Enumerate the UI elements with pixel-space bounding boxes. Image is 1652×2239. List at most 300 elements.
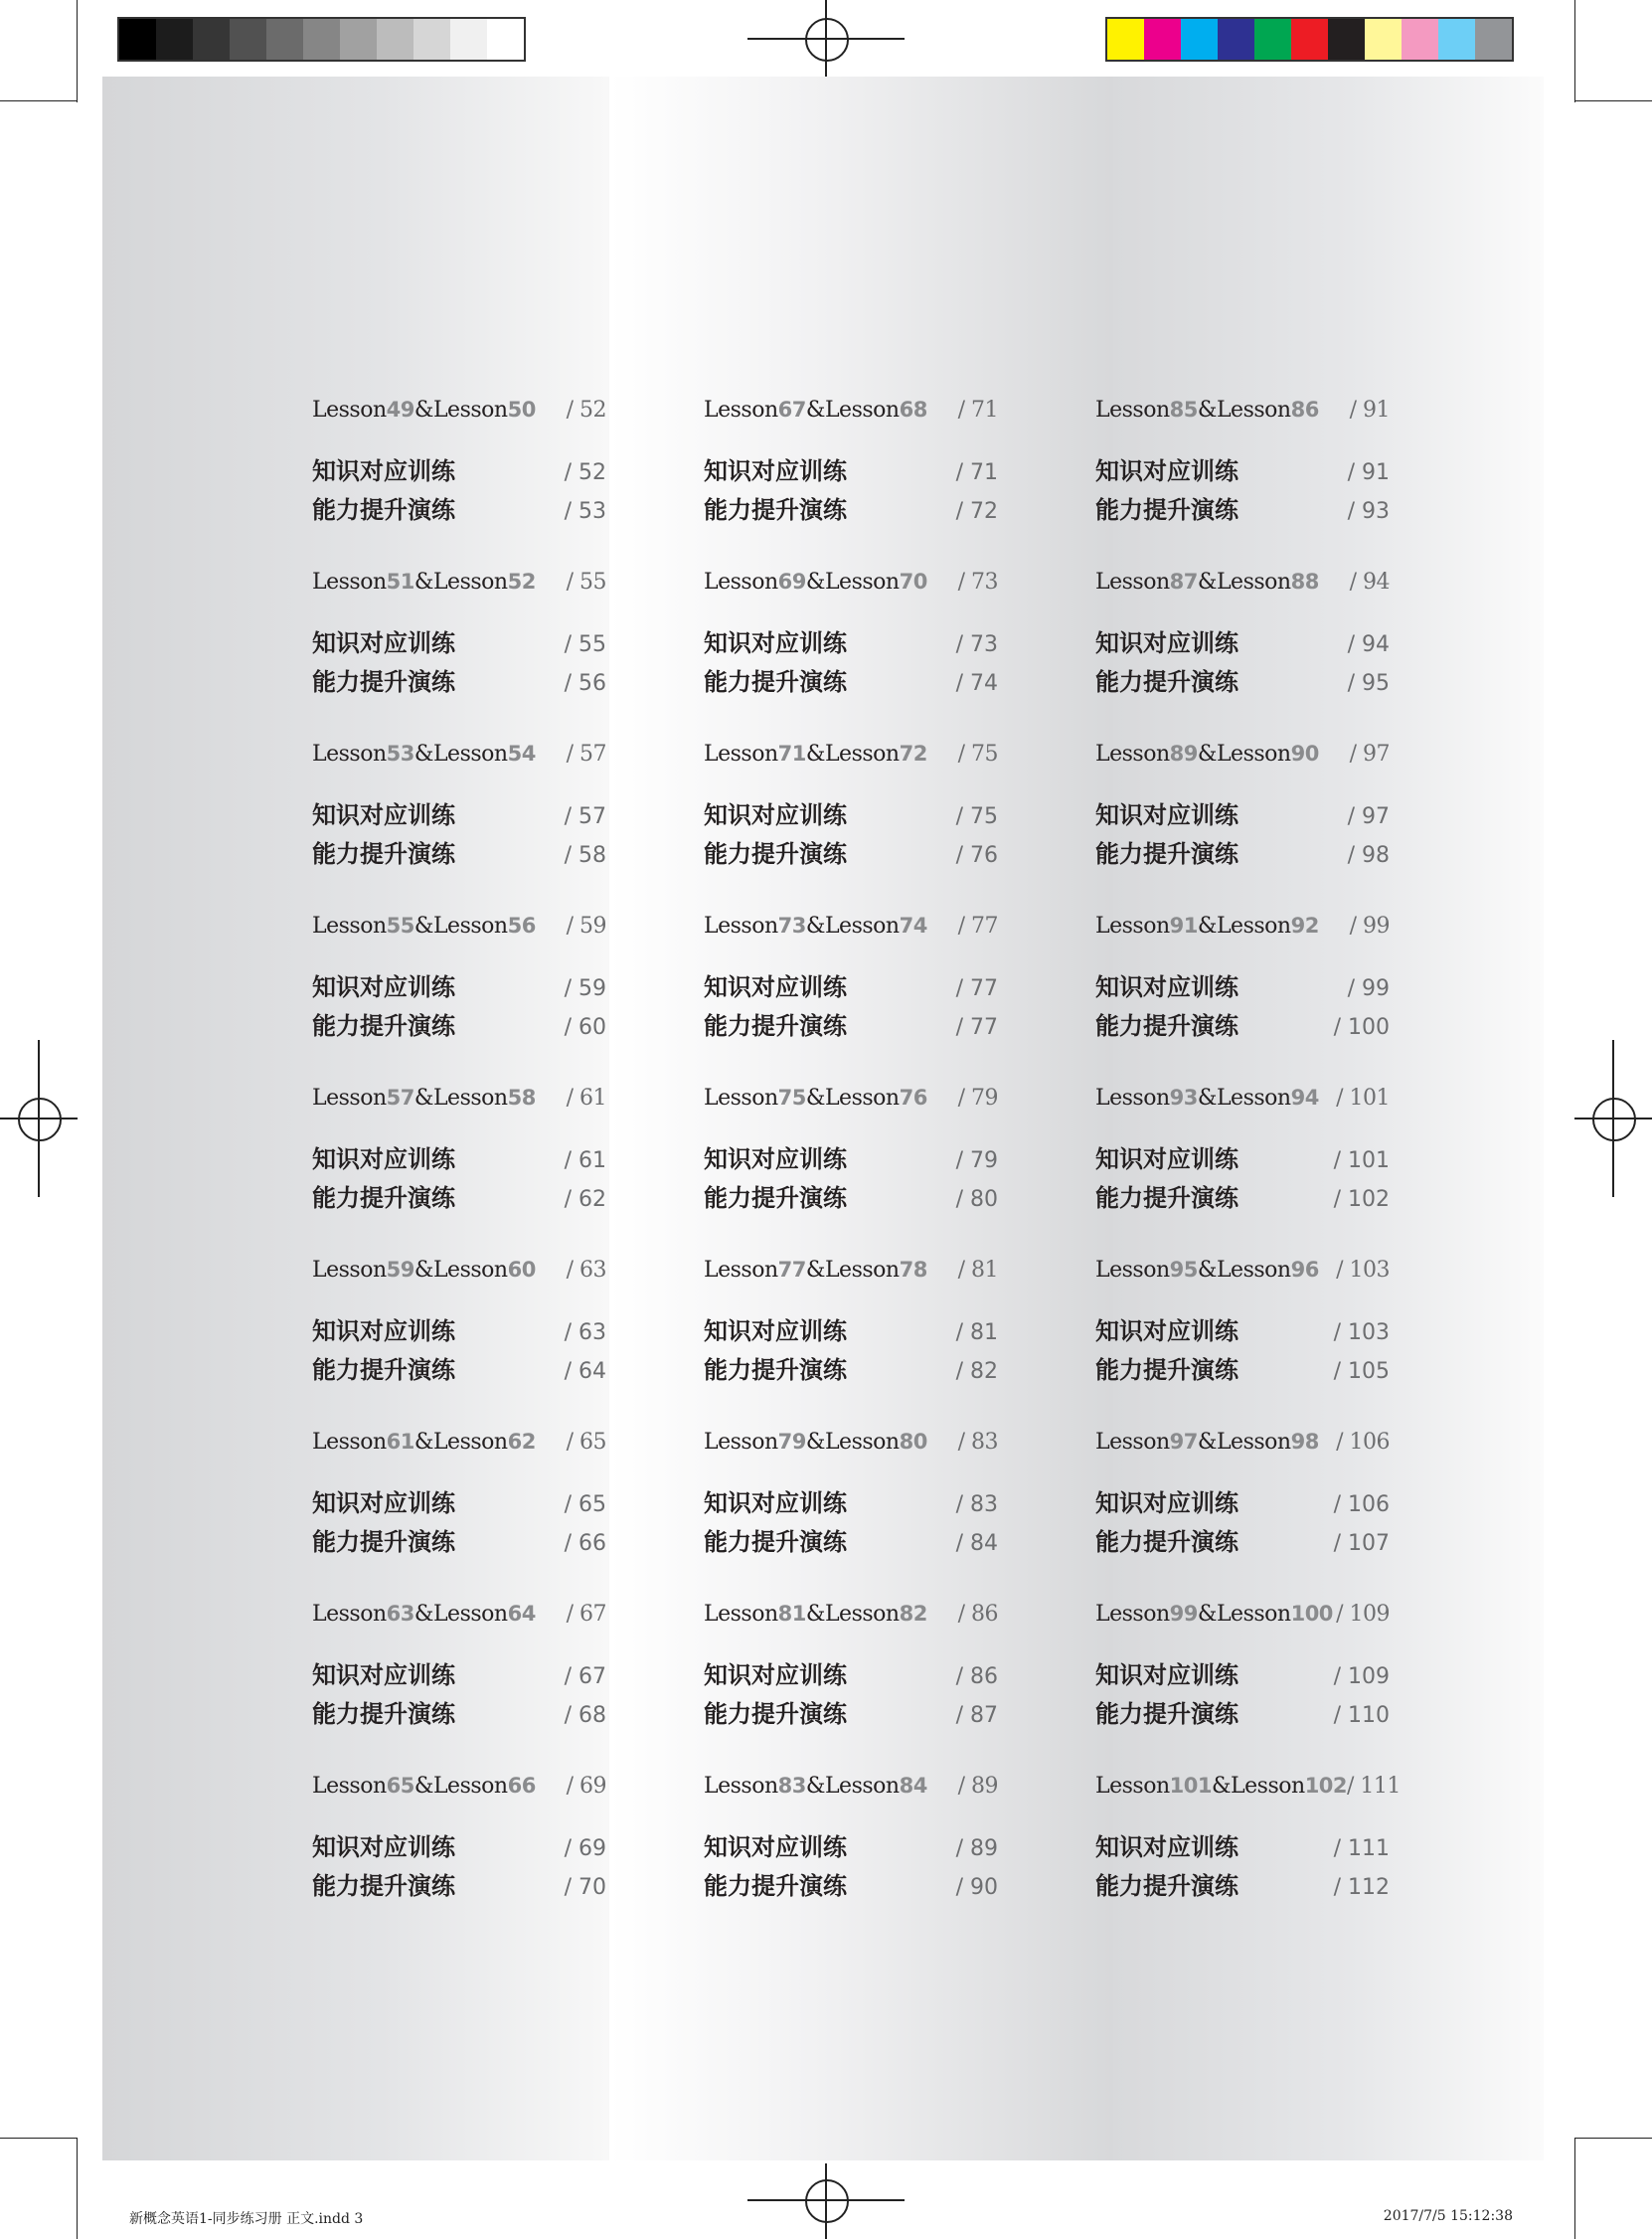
lesson-number: 55 — [386, 914, 414, 938]
section-label: 知识对应训练 — [704, 1317, 847, 1345]
lesson-number: 100 — [1290, 1602, 1333, 1626]
lesson-title — [704, 742, 927, 767]
lesson-number: 96 — [1290, 1258, 1319, 1282]
toc-entry-knowledge[interactable] — [1095, 1483, 1390, 1518]
swatch — [340, 19, 377, 60]
toc-entry-lesson[interactable] — [704, 1086, 998, 1111]
page-number: / 101 — [1333, 1148, 1390, 1173]
swatch — [230, 19, 266, 60]
toc-entry-lesson[interactable] — [312, 1602, 606, 1627]
toc-entry-lesson[interactable] — [704, 570, 998, 595]
toc-entry-ability[interactable] — [312, 1694, 606, 1729]
section-label: 知识对应训练 — [704, 801, 847, 829]
section-label: 能力提升演练 — [312, 1184, 455, 1212]
toc-entry-ability[interactable] — [704, 1866, 998, 1901]
toc-entry-ability[interactable] — [704, 1006, 998, 1041]
toc-entry-lesson[interactable] — [312, 914, 606, 939]
lesson-prefix: Lesson — [1095, 742, 1170, 767]
lesson-joiner: &Lesson — [1197, 914, 1291, 939]
toc-lesson-group — [704, 1258, 1002, 1430]
toc-entry-knowledge[interactable] — [312, 1483, 606, 1518]
lesson-title — [1095, 1602, 1333, 1627]
toc-entry-lesson[interactable] — [1095, 398, 1390, 423]
section-label: 知识对应训练 — [704, 1489, 847, 1517]
toc-entry-ability[interactable] — [1095, 1006, 1390, 1041]
toc-entry-ability[interactable] — [1095, 1350, 1390, 1385]
lesson-joiner: &Lesson — [805, 1086, 900, 1111]
lesson-number: 58 — [507, 1086, 536, 1110]
registration-target — [18, 1098, 62, 1141]
page-number: / 91 — [1347, 460, 1390, 485]
toc-entry-ability[interactable] — [312, 662, 606, 697]
lesson-number: 99 — [1169, 1602, 1198, 1626]
lesson-prefix: Lesson — [704, 570, 778, 595]
toc-entry-lesson[interactable] — [312, 1258, 606, 1283]
section-label: 知识对应训练 — [312, 1833, 455, 1861]
lesson-number: 86 — [1290, 398, 1319, 422]
section-label: 知识对应训练 — [704, 629, 847, 657]
toc-entry-ability[interactable] — [312, 1350, 606, 1385]
color-calibration-bar — [1105, 17, 1514, 62]
toc-entry-knowledge[interactable] — [312, 1655, 606, 1690]
page-number: / 99 — [1347, 976, 1390, 1001]
swatch — [1438, 19, 1475, 60]
section-label: 能力提升演练 — [704, 496, 847, 524]
lesson-title — [312, 914, 536, 939]
crop-mark — [1574, 2138, 1575, 2239]
lesson-number: 51 — [386, 570, 414, 594]
swatch — [1328, 19, 1365, 60]
swatch — [377, 19, 413, 60]
lesson-number: 61 — [386, 1430, 414, 1454]
lesson-number: 102 — [1304, 1774, 1348, 1798]
toc-entry-ability[interactable] — [1095, 662, 1390, 697]
lesson-number: 83 — [777, 1774, 806, 1798]
lesson-title — [1095, 398, 1319, 423]
lesson-number: 89 — [1169, 742, 1198, 766]
section-label: 知识对应训练 — [1095, 973, 1239, 1001]
lesson-joiner: &Lesson — [805, 1774, 900, 1799]
toc-entry-lesson[interactable] — [1095, 1258, 1390, 1283]
section-label: 能力提升演练 — [312, 1012, 455, 1040]
lesson-number: 82 — [899, 1602, 927, 1626]
section-label: 能力提升演练 — [1095, 1700, 1239, 1728]
lesson-title — [1095, 1774, 1347, 1799]
lesson-number: 59 — [386, 1258, 414, 1282]
toc-entry-lesson[interactable] — [312, 1430, 606, 1455]
section-label: 能力提升演练 — [704, 1356, 847, 1384]
page-number: / 59 — [566, 914, 606, 939]
page-number: / 62 — [564, 1187, 606, 1212]
toc-entry-knowledge[interactable] — [704, 967, 998, 1002]
lesson-joiner: &Lesson — [1211, 1774, 1305, 1799]
page-number: / 76 — [955, 843, 998, 868]
lesson-number: 97 — [1169, 1430, 1198, 1454]
lesson-title — [1095, 742, 1319, 767]
toc-entry-lesson[interactable] — [312, 570, 606, 595]
page-number: / 83 — [957, 1430, 998, 1455]
page-number: / 112 — [1333, 1875, 1390, 1900]
lesson-prefix: Lesson — [1095, 1086, 1170, 1111]
page-number: / 98 — [1347, 843, 1390, 868]
toc-entry-ability[interactable] — [704, 1178, 998, 1213]
lesson-prefix: Lesson — [312, 1430, 387, 1455]
toc-entry-ability[interactable] — [1095, 1522, 1390, 1557]
toc-lesson-group — [1095, 1602, 1394, 1774]
lesson-number: 76 — [899, 1086, 927, 1110]
section-label: 能力提升演练 — [1095, 1012, 1239, 1040]
lesson-joiner: &Lesson — [805, 1258, 900, 1283]
toc-lesson-group — [704, 398, 1002, 570]
page-number: / 72 — [955, 499, 998, 524]
lesson-number: 95 — [1169, 1258, 1198, 1282]
swatch — [1365, 19, 1402, 60]
section-label: 知识对应训练 — [1095, 1489, 1239, 1517]
section-label: 能力提升演练 — [312, 1356, 455, 1384]
toc-lesson-group — [704, 742, 1002, 914]
swatch — [1254, 19, 1291, 60]
section-label: 能力提升演练 — [312, 1700, 455, 1728]
lesson-joiner: &Lesson — [413, 1258, 508, 1283]
toc-entry-ability[interactable] — [312, 1866, 606, 1901]
lesson-joiner: &Lesson — [805, 570, 900, 595]
lesson-number: 63 — [386, 1602, 414, 1626]
page-number: / 79 — [955, 1148, 998, 1173]
toc-lesson-group — [704, 1602, 1002, 1774]
toc-entry-ability[interactable] — [1095, 490, 1390, 525]
lesson-number: 71 — [777, 742, 806, 766]
page-number: / 63 — [566, 1258, 606, 1283]
page-number: / 90 — [955, 1875, 998, 1900]
page-number: / 59 — [564, 976, 606, 1001]
toc-entry-lesson[interactable] — [1095, 1086, 1390, 1111]
lesson-prefix: Lesson — [704, 742, 778, 767]
toc-column — [704, 398, 1002, 1946]
toc-entry-ability[interactable] — [704, 662, 998, 697]
print-slug-filename: 新概念英语1-同步练习册 正文.indd 3 — [129, 2211, 364, 2227]
toc-entry-ability[interactable] — [1095, 1694, 1390, 1729]
toc-entry-knowledge[interactable] — [312, 1311, 606, 1346]
page-number: / 94 — [1349, 570, 1390, 595]
page-number: / 77 — [957, 914, 998, 939]
page-number: / 105 — [1333, 1359, 1390, 1384]
lesson-title — [704, 570, 927, 595]
page-number: / 74 — [955, 671, 998, 696]
toc-entry-ability[interactable] — [704, 834, 998, 869]
toc-entry-knowledge[interactable] — [704, 795, 998, 830]
section-label: 能力提升演练 — [704, 840, 847, 868]
lesson-number: 90 — [1290, 742, 1319, 766]
toc-entry-lesson[interactable] — [1095, 1430, 1390, 1455]
lesson-prefix: Lesson — [704, 1774, 778, 1799]
section-label: 能力提升演练 — [312, 840, 455, 868]
lesson-prefix: Lesson — [312, 914, 387, 939]
toc-lesson-group — [1095, 914, 1394, 1086]
crop-mark — [0, 2138, 78, 2139]
toc-entry-lesson[interactable] — [312, 398, 606, 423]
toc-lesson-group — [312, 1086, 610, 1258]
section-label: 能力提升演练 — [704, 1012, 847, 1040]
section-label: 能力提升演练 — [704, 1528, 847, 1556]
lesson-prefix: Lesson — [1095, 1602, 1170, 1627]
lesson-joiner: &Lesson — [413, 570, 508, 595]
toc-entry-lesson[interactable] — [312, 742, 606, 767]
page-number: / 80 — [955, 1187, 998, 1212]
swatch — [1218, 19, 1254, 60]
toc-entry-lesson[interactable] — [312, 1774, 606, 1799]
toc-entry-ability[interactable] — [312, 490, 606, 525]
toc-lesson-group — [312, 1258, 610, 1430]
page-number: / 55 — [566, 570, 606, 595]
toc-lesson-group — [1095, 1430, 1394, 1602]
page-number: / 71 — [957, 398, 998, 423]
swatch — [1107, 19, 1144, 60]
crop-mark — [1574, 2138, 1652, 2139]
toc-entry-knowledge[interactable] — [704, 451, 998, 486]
lesson-prefix: Lesson — [312, 1258, 387, 1283]
page-number: / 64 — [564, 1359, 606, 1384]
toc-lesson-group — [312, 570, 610, 742]
page-number: / 86 — [955, 1664, 998, 1689]
page-number: / 84 — [955, 1531, 998, 1556]
section-label: 知识对应训练 — [1095, 1661, 1239, 1689]
page-number: / 56 — [564, 671, 606, 696]
toc-entry-lesson[interactable] — [704, 398, 998, 423]
toc-lesson-group — [312, 1774, 610, 1946]
lesson-number: 49 — [386, 398, 414, 422]
page-number: / 77 — [955, 976, 998, 1001]
page-number: / 68 — [564, 1703, 606, 1728]
lesson-prefix: Lesson — [1095, 1258, 1170, 1283]
page-number: / 71 — [955, 460, 998, 485]
page-number: / 73 — [955, 632, 998, 657]
section-label: 知识对应训练 — [312, 801, 455, 829]
toc-entry-knowledge[interactable] — [1095, 795, 1390, 830]
toc-entry-ability[interactable] — [1095, 1866, 1390, 1901]
toc-entry-lesson[interactable] — [1095, 570, 1390, 595]
lesson-title — [704, 1602, 927, 1627]
page-number: / 93 — [1347, 499, 1390, 524]
lesson-number: 69 — [777, 570, 806, 594]
toc-entry-ability[interactable] — [1095, 1178, 1390, 1213]
toc-column — [1095, 398, 1401, 1946]
page-number: / 77 — [955, 1015, 998, 1040]
toc-entry-knowledge[interactable] — [312, 1139, 606, 1174]
section-label: 能力提升演练 — [312, 496, 455, 524]
toc-lesson-group — [1095, 1258, 1394, 1430]
lesson-joiner: &Lesson — [413, 1774, 508, 1799]
lesson-title — [312, 1774, 536, 1799]
toc-lesson-group — [1095, 742, 1394, 914]
section-label: 能力提升演练 — [1095, 1872, 1239, 1900]
toc-entry-lesson[interactable] — [1095, 914, 1390, 939]
toc-lesson-group — [312, 398, 610, 570]
toc-entry-lesson[interactable] — [704, 1430, 998, 1455]
lesson-number: 57 — [386, 1086, 414, 1110]
lesson-joiner: &Lesson — [1197, 1602, 1291, 1627]
lesson-number: 101 — [1169, 1774, 1212, 1798]
section-label: 知识对应训练 — [1095, 1833, 1239, 1861]
page-number: / 67 — [564, 1664, 606, 1689]
toc-entry-knowledge[interactable] — [312, 1827, 606, 1862]
swatch — [450, 19, 487, 60]
lesson-number: 87 — [1169, 570, 1198, 594]
lesson-number: 85 — [1169, 398, 1198, 422]
lesson-joiner: &Lesson — [805, 1430, 900, 1455]
page-number: / 87 — [955, 1703, 998, 1728]
toc-entry-ability[interactable] — [704, 1350, 998, 1385]
page-number: / 91 — [1349, 398, 1390, 423]
toc-entry-knowledge[interactable] — [704, 1139, 998, 1174]
lesson-prefix: Lesson — [1095, 570, 1170, 595]
lesson-title — [312, 1086, 536, 1111]
toc-lesson-group — [1095, 1774, 1401, 1946]
page-number: / 95 — [1347, 671, 1390, 696]
toc-entry-ability[interactable] — [1095, 834, 1390, 869]
toc-entry-lesson[interactable] — [1095, 742, 1390, 767]
toc-entry-knowledge[interactable] — [704, 1483, 998, 1518]
crop-mark — [1574, 0, 1575, 102]
page-number: / 106 — [1336, 1430, 1390, 1455]
lesson-title — [312, 1258, 536, 1283]
section-label: 能力提升演练 — [704, 1184, 847, 1212]
toc-entry-knowledge[interactable] — [1095, 1655, 1390, 1690]
page-number: / 111 — [1333, 1836, 1390, 1861]
swatch — [156, 19, 193, 60]
toc-entry-knowledge[interactable] — [312, 795, 606, 830]
lesson-prefix: Lesson — [704, 1602, 778, 1627]
toc-entry-knowledge[interactable] — [312, 623, 606, 658]
toc-entry-ability[interactable] — [312, 1178, 606, 1213]
lesson-number: 78 — [899, 1258, 927, 1282]
toc-lesson-group — [704, 1086, 1002, 1258]
toc-entry-knowledge[interactable] — [1095, 967, 1390, 1002]
page-number: / 69 — [566, 1774, 606, 1799]
section-label: 知识对应训练 — [312, 457, 455, 485]
page-number: / 75 — [957, 742, 998, 767]
section-label: 知识对应训练 — [1095, 801, 1239, 829]
lesson-joiner: &Lesson — [1197, 1258, 1291, 1283]
lesson-prefix: Lesson — [704, 398, 778, 423]
lesson-joiner: &Lesson — [805, 398, 900, 423]
crop-mark — [77, 2138, 78, 2239]
toc-entry-knowledge[interactable] — [704, 623, 998, 658]
lesson-joiner: &Lesson — [1197, 1086, 1291, 1111]
toc-entry-knowledge[interactable] — [1095, 1827, 1390, 1862]
toc-entry-knowledge[interactable] — [1095, 623, 1390, 658]
lesson-number: 52 — [507, 570, 536, 594]
lesson-prefix: Lesson — [1095, 1774, 1170, 1799]
toc-entry-knowledge[interactable] — [1095, 451, 1390, 486]
lesson-title — [1095, 914, 1319, 939]
lesson-prefix: Lesson — [1095, 398, 1170, 423]
lesson-prefix: Lesson — [704, 1258, 778, 1283]
page-number: / 106 — [1333, 1492, 1390, 1517]
page-number: / 102 — [1333, 1187, 1390, 1212]
lesson-joiner: &Lesson — [805, 914, 900, 939]
toc-entry-ability[interactable] — [312, 1006, 606, 1041]
toc-entry-knowledge[interactable] — [312, 967, 606, 1002]
toc-entry-ability[interactable] — [704, 490, 998, 525]
toc-lesson-group — [704, 1430, 1002, 1602]
page-number: / 61 — [566, 1086, 606, 1111]
toc-entry-knowledge[interactable] — [1095, 1311, 1390, 1346]
section-label: 能力提升演练 — [312, 1872, 455, 1900]
toc-entry-lesson[interactable] — [704, 914, 998, 939]
page-number: / 97 — [1347, 804, 1390, 829]
lesson-title — [312, 1430, 536, 1455]
lesson-number: 73 — [777, 914, 806, 938]
lesson-joiner: &Lesson — [413, 1086, 508, 1111]
lesson-number: 54 — [507, 742, 536, 766]
swatch — [1402, 19, 1438, 60]
page-number: / 101 — [1336, 1086, 1390, 1111]
page-number: / 57 — [564, 804, 606, 829]
lesson-title — [312, 570, 536, 595]
crop-mark — [77, 0, 78, 102]
toc-entry-knowledge[interactable] — [1095, 1139, 1390, 1174]
lesson-title — [704, 914, 927, 939]
toc-entry-ability[interactable] — [704, 1694, 998, 1729]
lesson-joiner: &Lesson — [413, 1602, 508, 1627]
toc-entry-lesson[interactable] — [704, 1602, 998, 1627]
swatch — [1475, 19, 1512, 60]
toc-entry-lesson[interactable] — [1095, 1774, 1401, 1799]
toc-entry-lesson[interactable] — [704, 1774, 998, 1799]
page-number: / 81 — [955, 1320, 998, 1345]
page-number: / 67 — [566, 1602, 606, 1627]
lesson-joiner: &Lesson — [1197, 742, 1291, 767]
toc-lesson-group — [704, 914, 1002, 1086]
toc-entry-lesson[interactable] — [704, 1258, 998, 1283]
toc-entry-knowledge[interactable] — [312, 451, 606, 486]
toc-entry-lesson[interactable] — [1095, 1602, 1390, 1627]
page-number: / 82 — [955, 1359, 998, 1384]
page-number: / 61 — [564, 1148, 606, 1173]
section-label: 知识对应训练 — [312, 1317, 455, 1345]
swatch — [487, 19, 524, 60]
lesson-title — [704, 398, 927, 423]
toc-entry-lesson[interactable] — [704, 742, 998, 767]
toc-entry-lesson[interactable] — [312, 1086, 606, 1111]
toc-entry-ability[interactable] — [312, 834, 606, 869]
toc-entry-knowledge[interactable] — [704, 1827, 998, 1862]
page-number: / 89 — [955, 1836, 998, 1861]
grayscale-calibration-bar — [117, 17, 526, 62]
page-number: / 53 — [564, 499, 606, 524]
page-number: / 75 — [955, 804, 998, 829]
lesson-number: 53 — [386, 742, 414, 766]
section-label: 知识对应训练 — [704, 1661, 847, 1689]
toc-entry-knowledge[interactable] — [704, 1311, 998, 1346]
toc-lesson-group — [312, 1430, 610, 1602]
toc-entry-ability[interactable] — [704, 1522, 998, 1557]
lesson-number: 93 — [1169, 1086, 1198, 1110]
page-number: / 65 — [564, 1492, 606, 1517]
page-number: / 83 — [955, 1492, 998, 1517]
page-number: / 97 — [1349, 742, 1390, 767]
lesson-number: 67 — [777, 398, 806, 422]
page-number: / 100 — [1333, 1015, 1390, 1040]
lesson-number: 81 — [777, 1602, 806, 1626]
lesson-number: 88 — [1290, 570, 1319, 594]
lesson-joiner: &Lesson — [805, 1602, 900, 1627]
page-number: / 52 — [566, 398, 606, 423]
swatch — [1181, 19, 1218, 60]
registration-target — [1592, 1098, 1636, 1141]
toc-entry-knowledge[interactable] — [704, 1655, 998, 1690]
toc-entry-ability[interactable] — [312, 1522, 606, 1557]
